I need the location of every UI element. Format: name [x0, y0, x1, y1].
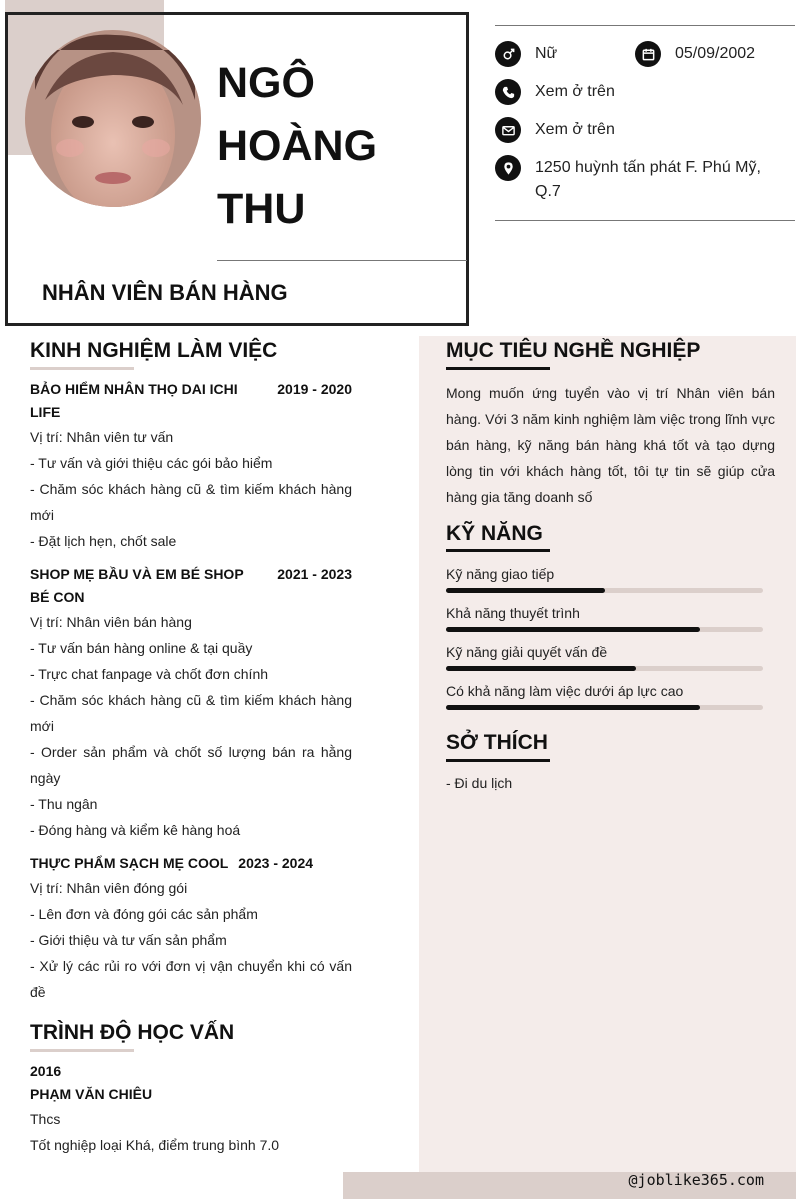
- phone-icon: [495, 79, 521, 105]
- skill-bar-track: [446, 705, 763, 710]
- job-entry: [30, 852, 352, 1005]
- candidate-name: [217, 52, 377, 241]
- address-value: 1250 huỳnh tấn phát F. Phú Mỹ, Q.7: [535, 159, 761, 200]
- avatar: [25, 30, 201, 207]
- hobbies-underline: [446, 759, 550, 762]
- skill-label: Khả năng thuyết trình: [446, 605, 580, 621]
- skill-bar-fill: [446, 588, 605, 593]
- job-company: SHOP MẸ BẦU VÀ EM BÉ SHOP BÉ CON: [30, 566, 244, 605]
- skill-bar-track: [446, 666, 763, 671]
- job-years: 2019 - 2020: [277, 381, 352, 397]
- skill-label: Có khả năng làm việc dưới áp lực cao: [446, 683, 684, 699]
- skill-bar-fill: [446, 666, 636, 671]
- avatar-photo: [25, 30, 201, 207]
- phone-value: Xem ở trên: [535, 83, 615, 100]
- job-line: - Tư vấn bán hàng online & tại quầy: [30, 640, 253, 656]
- job-years: 2021 - 2023: [277, 566, 352, 582]
- location-icon: [495, 155, 521, 181]
- experience-title: KINH NGHIỆM LÀM VIỆC: [30, 339, 278, 362]
- skill-bar-track: [446, 588, 763, 593]
- education-underline: [30, 1049, 134, 1052]
- skills-title: KỸ NĂNG: [446, 522, 543, 545]
- job-entry: [30, 563, 352, 843]
- job-entry: [30, 378, 352, 554]
- calendar-icon: [635, 41, 661, 67]
- job-line: - Chăm sóc khách hàng cũ & tìm kiếm khách hàng mới: [30, 692, 352, 734]
- name-line: THU: [217, 185, 306, 233]
- contact-bottom-divider: [495, 220, 795, 221]
- objective-underline: [446, 367, 550, 370]
- mail-icon: [495, 117, 521, 143]
- job-line: - Thu ngân: [30, 796, 98, 812]
- education-title: TRÌNH ĐỘ HỌC VẤN: [30, 1021, 235, 1044]
- job-line: - Đóng hàng và kiểm kê hàng hoá: [30, 822, 241, 838]
- name-line: HOÀNG: [217, 122, 378, 170]
- gender-icon: [495, 41, 521, 67]
- job-line: - Lên đơn và đóng gói các sản phẩm: [30, 906, 258, 922]
- education-block: [30, 1060, 352, 1158]
- skill-label: Kỹ năng giao tiếp: [446, 566, 555, 582]
- job-line: - Xử lý các rủi ro với đơn vị vận chuyển khi có vấn đề: [30, 958, 352, 1000]
- name-divider: [217, 260, 467, 261]
- job-line: Vị trí: Nhân viên đóng gói: [30, 880, 188, 896]
- skill-bar-track: [446, 627, 763, 632]
- job-line: Vị trí: Nhân viên tư vấn: [30, 429, 174, 445]
- name-line: NGÔ: [217, 59, 315, 107]
- hobbies-title: SỞ THÍCH: [446, 731, 548, 754]
- job-company: THỰC PHẨM SẠCH MẸ COOL: [30, 855, 229, 871]
- hobby-item: - Đi du lịch: [446, 775, 513, 791]
- experience-underline: [30, 367, 134, 370]
- job-line: - Giới thiệu và tư vấn sản phẩm: [30, 932, 227, 948]
- contact-top-divider: [495, 25, 795, 26]
- objective-text: Mong muốn ứng tuyển vào vị trí Nhân viên bán hàng. Với 3 năm kinh nghiệm làm việc trong lĩnh vực bán hàng, kỹ năng bán hàng khá tốt và tạo dựng lòng tin với khách hàng tốt, tôi tự tin sẽ giúp cửa hàng gia tăng doanh số: [446, 385, 775, 505]
- education-year: 2016: [30, 1063, 62, 1079]
- gender-value: Nữ: [535, 45, 558, 62]
- watermark: @joblike365.com: [628, 1171, 764, 1189]
- skill-label: Kỹ năng giải quyết vấn đề: [446, 644, 608, 660]
- birthday-value: 05/09/2002: [675, 45, 756, 62]
- job-line: - Trực chat fanpage và chốt đơn chính: [30, 666, 269, 682]
- skill-bar-fill: [446, 705, 700, 710]
- education-result: Tốt nghiệp loại Khá, điểm trung bình 7.0: [30, 1137, 280, 1153]
- job-line: - Chăm sóc khách hàng cũ & tìm kiếm khách hàng mới: [30, 481, 352, 523]
- email-value: Xem ở trên: [535, 121, 615, 138]
- skills-underline: [446, 549, 550, 552]
- skill-bar-fill: [446, 627, 700, 632]
- job-line: - Order sản phẩm và chốt số lượng bán ra hằng ngày: [30, 744, 352, 786]
- objective-title: MỤC TIÊU NGHỀ NGHIỆP: [446, 339, 701, 362]
- job-line: - Đặt lịch hẹn, chốt sale: [30, 533, 177, 549]
- job-title: NHÂN VIÊN BÁN HÀNG: [42, 280, 288, 305]
- job-years: 2023 - 2024: [238, 855, 314, 871]
- job-company: BẢO HIỂM NHÂN THỌ DAI ICHI LIFE: [30, 381, 238, 420]
- job-line: Vị trí: Nhân viên bán hàng: [30, 614, 192, 630]
- education-level: Thcs: [30, 1111, 61, 1127]
- education-school: PHẠM VĂN CHIÊU: [30, 1086, 153, 1102]
- job-line: - Tư vấn và giới thiệu các gói bảo hiểm: [30, 455, 273, 471]
- experience-list: [30, 378, 352, 1005]
